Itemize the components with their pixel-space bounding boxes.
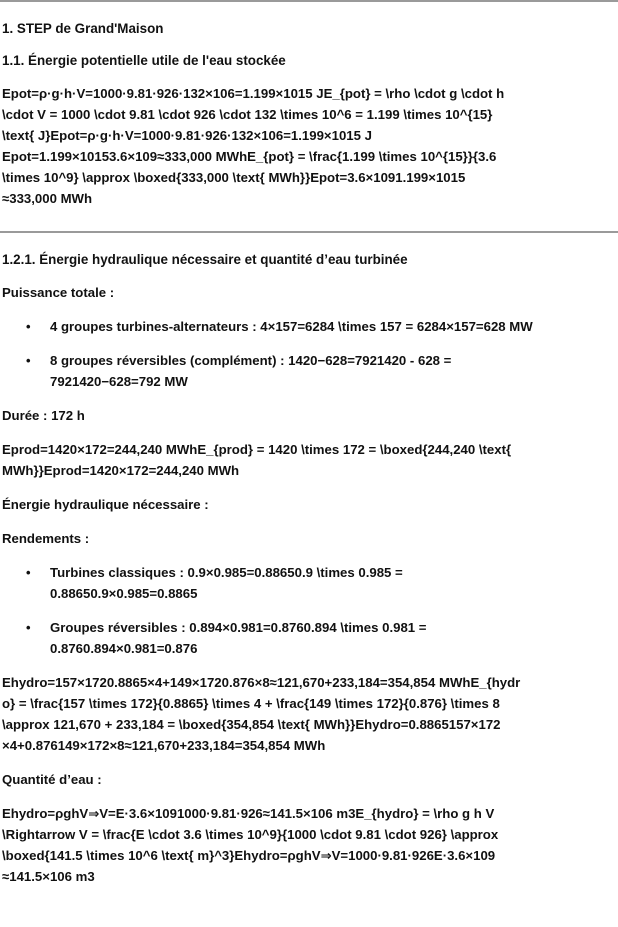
bullet-icon: • <box>26 353 31 368</box>
formula-line: Ehydro=157×1720.8865×4+149×1720.876×8≈121,670+233,184=354,854 MWhE_{hydr <box>2 675 521 690</box>
formula-line: \boxed{141.5 \times 10^6 \text{ m}^3}Ehydro=ρghV⇒V=1000·9.81·926E·3.6×109 <box>2 848 496 863</box>
duree-text: Durée : 172 h <box>2 408 85 423</box>
section-step-grandmaison <box>0 19 618 209</box>
eprod-formula <box>2 439 616 481</box>
list-item: • Groupes réversibles : 0.894×0.981=0.8760.894 \times 0.981 = 0.8760.894×0.981=0.876 <box>2 617 616 659</box>
bullet-icon: • <box>26 620 31 635</box>
formula-line: \times 10^9} \approx \boxed{333,000 \text{ MWh}}Epot=3.6×1091.199×1015 <box>2 170 466 185</box>
puissance-list <box>2 316 616 392</box>
volume-formula <box>2 803 616 887</box>
top-divider <box>0 0 618 2</box>
bullet-icon: • <box>26 319 31 334</box>
formula-line: o} = \frac{157 \times 172}{0.8865} \times 4 + \frac{149 \times 172}{0.876} \times 8 <box>2 696 500 711</box>
epot-formula <box>2 83 616 209</box>
list-item: • 8 groupes réversibles (complément) : 1420−628=7921420 - 628 = 7921420−628=792 MW <box>2 350 616 392</box>
formula-line: Epot=1.199×10153.6×109≈333,000 MWhE_{pot} = \frac{1.199 \times 10^{15}}{3.6 <box>2 149 497 164</box>
formula-line: ×4+0.876149×172×8≈121,670+233,184=354,854 MWh <box>2 738 326 753</box>
bullet-icon: • <box>26 565 31 580</box>
list-item: • 4 groupes turbines-alternateurs : 4×157=6284 \times 157 = 6284×157=628 MW <box>2 316 616 337</box>
section-energie-hydraulique <box>0 250 618 887</box>
formula-line: ≈333,000 MWh <box>2 191 93 206</box>
subsection-title: 1.2.1. Énergie hydraulique nécessaire et quantité d’eau turbinée <box>2 252 408 267</box>
formula-line: \approx 121,670 + 233,184 = \boxed{354,854 \text{ MWh}}Ehydro=0.8865157×172 <box>2 717 501 732</box>
rendements-list <box>2 562 616 659</box>
formula-line: Epot=ρ·g·h·V=1000·9.81·926·132×106=1.199×1015 JE_{pot} = \rho \cdot g \cdot h <box>2 86 505 101</box>
rendements-label: Rendements : <box>2 531 90 546</box>
formula-line: \text{ J}Epot=ρ·g·h·V=1000·9.81·926·132×106=1.199×1015 J <box>2 128 372 143</box>
ehydro-formula <box>2 672 616 756</box>
subsection-title: 1.1. Énergie potentielle utile de l'eau stockée <box>2 53 286 68</box>
formula-line: MWh}}Eprod=1420×172=244,240 MWh <box>2 463 240 478</box>
formula-line: Eprod=1420×172=244,240 MWhE_{prod} = 1420 \times 172 = \boxed{244,240 \text{ <box>2 442 512 457</box>
formula-line: Ehydro=ρghV⇒V=E·3.6×1091000·9.81·926≈141.5×106 m3E_{hydro} = \rho g h V <box>2 806 495 821</box>
formula-line: \Rightarrow V = \frac{E \cdot 3.6 \times 10^9}{1000 \cdot 9.81 \cdot 926} \approx <box>2 827 499 842</box>
energie-label: Énergie hydraulique nécessaire : <box>2 497 209 512</box>
formula-line: ≈141.5×106 m3 <box>2 869 95 884</box>
section-divider <box>0 231 618 233</box>
section-title: 1. STEP de Grand'Maison <box>2 21 164 36</box>
formula-line: \cdot V = 1000 \cdot 9.81 \cdot 926 \cdot 132 \times 10^6 = 1.199 \times 10^{15} <box>2 107 493 122</box>
eau-label: Quantité d’eau : <box>2 772 102 787</box>
puissance-label: Puissance totale : <box>2 285 115 300</box>
list-item: • Turbines classiques : 0.9×0.985=0.88650.9 \times 0.985 = 0.88650.9×0.985=0.8865 <box>2 562 616 604</box>
